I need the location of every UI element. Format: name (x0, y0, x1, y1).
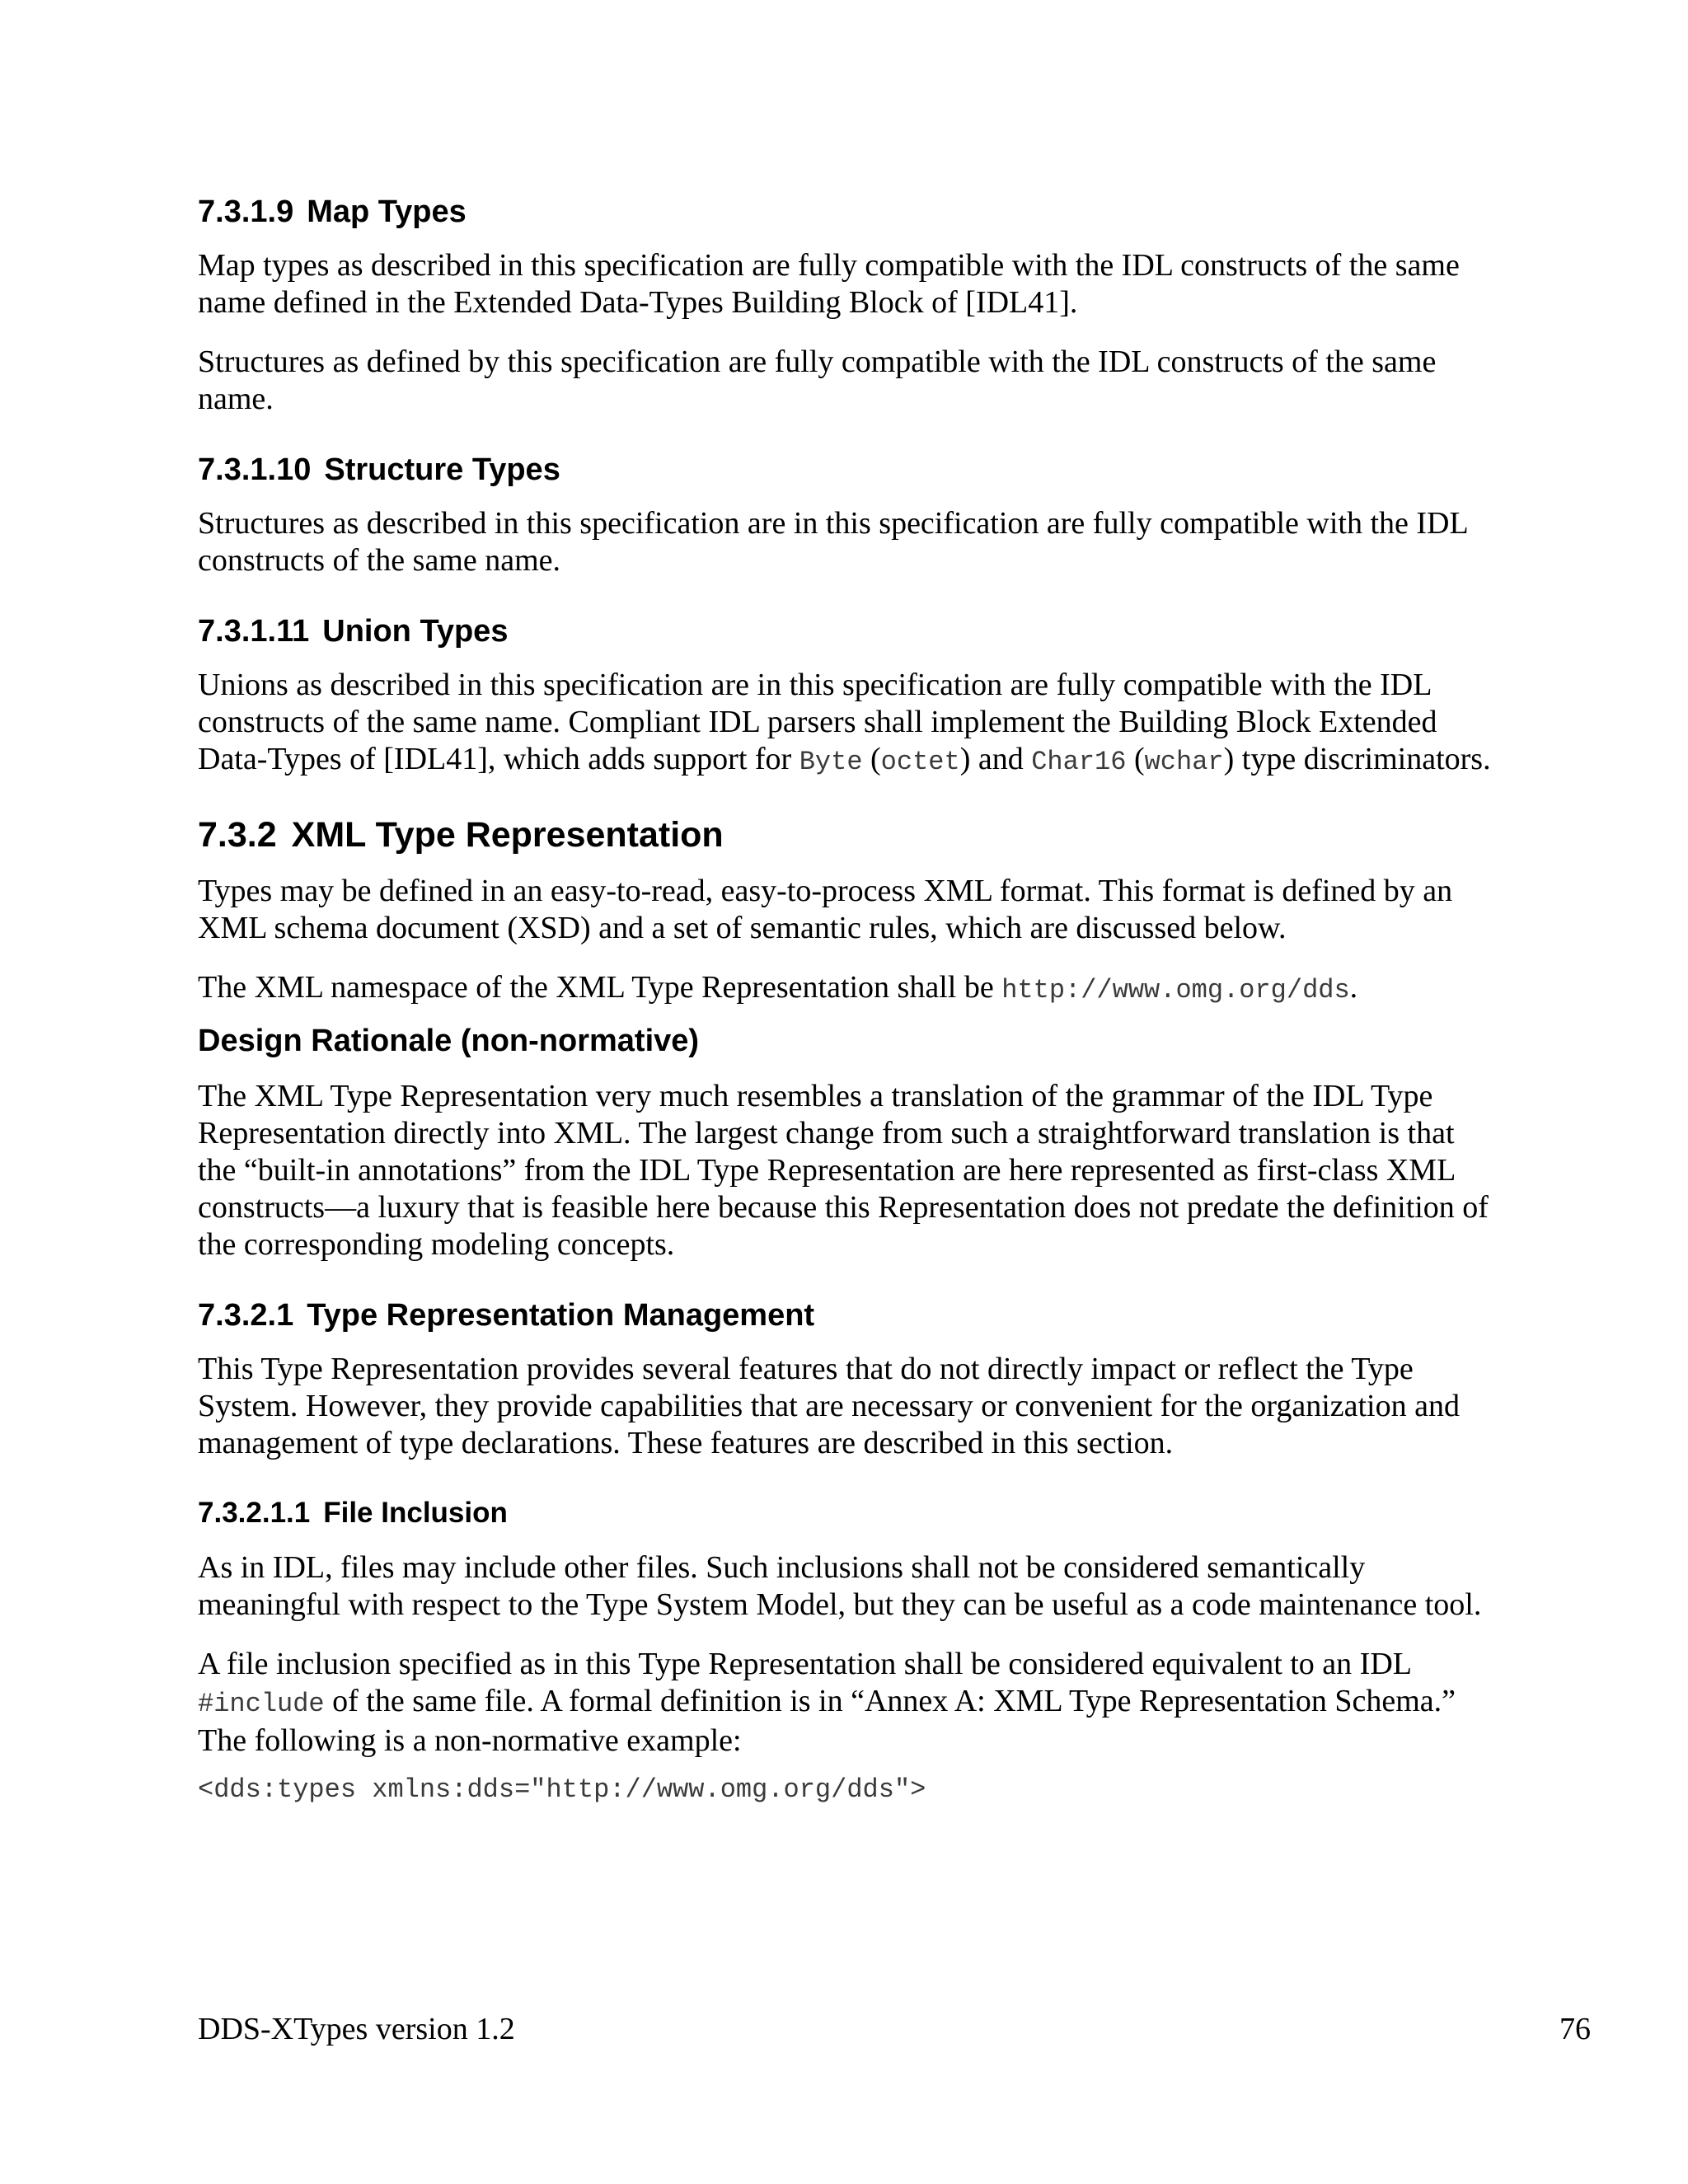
text-run: ( (862, 742, 881, 776)
text-run: . (1349, 970, 1358, 1005)
paragraph: Types may be defined in an easy-to-read, easy-to-process XML format. This format is defined by an XML schema document (XSD) and a set of semantic rules, which are discussed below. (198, 874, 1453, 945)
code-namespace-url: http://www.omg.org/dds (1001, 975, 1350, 1005)
code-example-line: <dds:types xmlns:dds="http://www.omg.org/dds"> (198, 1774, 926, 1805)
heading-title: XML Type Representation (291, 815, 724, 855)
heading-design-rationale: Design Rationale (non-normative) (198, 1024, 700, 1058)
code-octet: octet (880, 747, 960, 777)
heading-number: 7.3.2.1.1 (198, 1497, 311, 1529)
heading-title: Map Types (307, 194, 467, 229)
paragraph: Structures as described in this specification are in this specification are fully compatible with the IDL constructs of the same name. (198, 506, 1468, 578)
heading-type-representation-management (198, 1295, 1500, 1336)
paragraph-namespace (198, 969, 1500, 1009)
text-run: A file inclusion specified as in this Type Representation shall be considered equivalent to an IDL (198, 1647, 1411, 1681)
text-run: ( (1126, 742, 1145, 776)
heading-title: File Inclusion (323, 1497, 508, 1529)
code-include: #include (198, 1689, 325, 1719)
text-run: of the same file. A formal definition is in “Annex A: XML Type Representation Schema.” The following is a non-normative example: (198, 1684, 1456, 1758)
heading-xml-type-representation (198, 812, 1500, 858)
code-byte: Byte (799, 747, 863, 777)
text-run: ) type discriminators. (1223, 742, 1491, 776)
heading-map-types (198, 191, 1500, 232)
paragraph: This Type Representation provides several features that do not directly impact or reflect the Type System. However, they provide capabilities that are necessary or convenient for the organization and management of type declarations. These features are described in this section. (198, 1352, 1460, 1460)
heading-number: 7.3.1.9 (198, 194, 294, 229)
text-run: Unions as described in this specification are in this specification are fully compatible with the IDL constructs of the same name. Compliant IDL parsers shall implement the Building Block Extended Data-Types of [IDL41], which adds support for (198, 668, 1437, 776)
paragraph: Map types as described in this specification are fully compatible with the IDL constructs of the same name defined in the Extended Data-Types Building Block of [IDL41]. (198, 248, 1460, 320)
heading-title: Structure Types (324, 452, 560, 487)
heading-union-types (198, 611, 1500, 652)
heading-title: Union Types (322, 614, 509, 649)
code-wchar: wchar (1144, 747, 1224, 777)
text-run: The XML namespace of the XML Type Representation shall be (198, 970, 1002, 1005)
heading-number: 7.3.2 (198, 815, 277, 855)
heading-title: Type Representation Management (307, 1298, 815, 1333)
heading-number: 7.3.1.10 (198, 452, 312, 487)
paragraph: Structures as defined by this specification are fully compatible with the IDL constructs of the same name. (198, 344, 1437, 416)
heading-number: 7.3.1.11 (198, 614, 310, 649)
paragraph: The XML Type Representation very much resembles a translation of the grammar of the IDL Type Representation directly into XML. The largest change from such a straightforward translation is that the “built-in annotations” from the IDL Type Representation are here represented as first-class XML constructs—a luxury that is feasible here because this Representation does not predate the definition of the corresponding modeling concepts. (198, 1079, 1489, 1262)
paragraph-file-inclusion-equivalence (198, 1646, 1500, 1760)
text-run: ) and (959, 742, 1032, 776)
footer-page-number: 76 (1559, 2012, 1591, 2046)
footer-document-title: DDS-XTypes version 1.2 (198, 2012, 515, 2046)
page-content (198, 191, 1500, 1807)
heading-number: 7.3.2.1 (198, 1298, 294, 1333)
paragraph-union-types (198, 667, 1500, 780)
code-char16: Char16 (1031, 747, 1127, 777)
paragraph: As in IDL, files may include other files. Such inclusions shall not be considered semantically meaningful with respect to the Type System Model, but they can be useful as a code maintenance tool. (198, 1550, 1482, 1622)
heading-structure-types (198, 449, 1500, 490)
heading-file-inclusion (198, 1493, 1500, 1533)
